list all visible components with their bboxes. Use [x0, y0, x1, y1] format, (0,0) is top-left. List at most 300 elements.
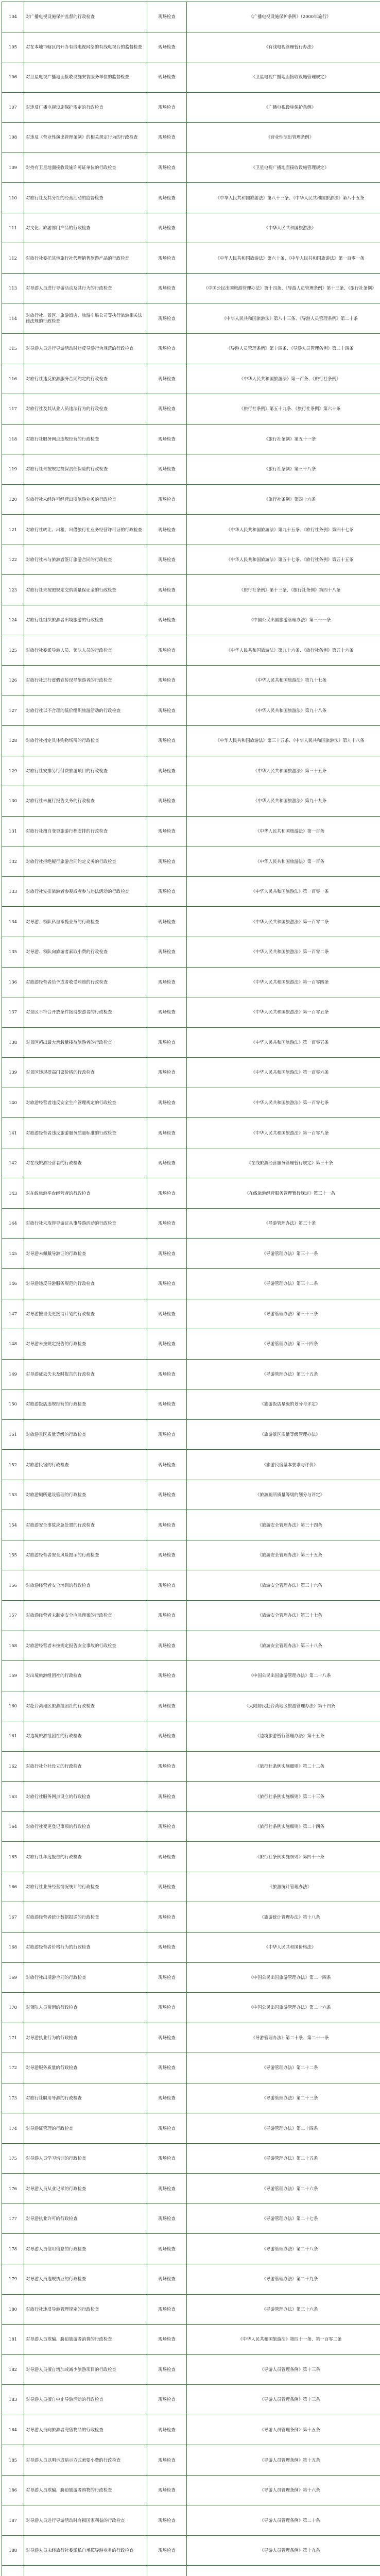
inspection-item: 对导游人员从业记录的行政检查	[24, 2174, 147, 2204]
inspection-item: 对导游人员欺骗、胁迫旅游者消费的行政检查	[24, 2325, 147, 2355]
inspection-type: 现场检查	[147, 1631, 187, 1661]
inspection-type: 现场检查	[147, 1993, 187, 2023]
inspection-type: 现场检查	[147, 1359, 187, 1389]
legal-basis: 《旅游安全管理办法》第三十五条	[187, 1540, 380, 1570]
table-row	[2, 1872, 380, 1902]
inspection-item: 对旅行社服务网点设立的行政检查	[24, 1782, 147, 1812]
row-number: 112	[2, 243, 24, 274]
table-row	[2, 605, 380, 635]
legal-basis: 《导游管理办法》第二十四条	[187, 2113, 380, 2144]
legal-basis: 《导游管理办法》第二十条、第二十一条	[187, 2023, 380, 2053]
table-row	[2, 1450, 380, 1480]
inspection-item: 对导游执业行为的行政检查	[24, 2023, 147, 2053]
table-row	[2, 183, 380, 213]
inspection-type: 现场检查	[147, 123, 187, 153]
legal-basis: 《中华人民共和国旅游法》第一百条	[187, 846, 380, 877]
inspection-item: 对导游人员向旅游者兜售物品的行政检查	[24, 2415, 147, 2445]
legal-basis: 《中华人民共和国旅游法》第九十七条	[187, 666, 380, 696]
inspection-type: 现场检查	[147, 454, 187, 485]
inspection-item: 对旅行社未按照规定交纳质量保证金的行政检查	[24, 575, 147, 605]
inspection-item: 对旅行社未经许可经营出境旅游业务的行政检查	[24, 484, 147, 515]
inspection-item: 对旅行社以不合理的低价组织旅游活动的行政检查	[24, 696, 147, 726]
table-row	[2, 696, 380, 726]
inspection-type: 现场检查	[147, 2294, 187, 2325]
inspection-item: 对旅游经营者给予或者收受贿赂的行政检查	[24, 967, 147, 997]
legal-basis: 《中华人民共和国旅游法》第九十八条	[187, 696, 380, 726]
inspection-type: 现场检查	[147, 696, 187, 726]
inspection-type: 现场检查	[147, 484, 187, 515]
row-number: 141	[2, 1118, 24, 1148]
inspection-item: 对领队人员带团的行政检查	[24, 1993, 147, 2023]
row-number: 177	[2, 2204, 24, 2234]
row-number: 171	[2, 2023, 24, 2053]
row-number	[2, 2566, 24, 2576]
row-number: 181	[2, 2325, 24, 2355]
inspection-item: 对导游违反导游服务规范的行政检查	[24, 1268, 147, 1299]
table-row	[2, 62, 380, 93]
inspection-type: 现场检查	[147, 2083, 187, 2113]
inspection-type: 现场检查	[147, 545, 187, 575]
legal-basis: 《导游管理办法》第三十五条	[187, 1359, 380, 1389]
row-number: 114	[2, 303, 24, 334]
row-number: 186	[2, 2475, 24, 2505]
legal-basis: 《在线旅游经营服务管理暂行规定》第三十条	[187, 1148, 380, 1178]
inspection-item: 对导游未按规定报告的行政检查	[24, 1329, 147, 1360]
row-number: 174	[2, 2113, 24, 2144]
inspection-item: 对景区违规提高门票价格的行政检查	[24, 1058, 147, 1088]
inspection-type: 现场检查	[147, 334, 187, 364]
inspection-item: 对导游人员违规执业的行政检查	[24, 2264, 147, 2295]
inspection-item: 对旅行社指定具体购物场所的行政检查	[24, 726, 147, 756]
legal-basis: 《广播电视设施保护条例》（2000年施行）	[187, 2, 380, 32]
inspection-item: 对旅游民宿的行政检查	[24, 1450, 147, 1480]
inspection-type: 现场检查	[147, 2143, 187, 2174]
inspection-type: 现场检查	[147, 786, 187, 817]
table-row	[2, 92, 380, 123]
row-number: 118	[2, 424, 24, 454]
table-row	[2, 876, 380, 907]
row-number: 128	[2, 726, 24, 756]
inspection-type: 现场检查	[147, 2475, 187, 2505]
inspection-type: 现场检查	[147, 2325, 187, 2355]
legal-basis: 《旅游统计管理办法》	[187, 1872, 380, 1902]
legal-basis: 《中华人民共和国旅游法》第一百零七条	[187, 1088, 380, 1118]
inspection-item: 对旅行社安排旅游者参观或者参与违法活动的行政检查	[24, 876, 147, 907]
table-row	[2, 2445, 380, 2476]
legal-basis: 《中国公民出国旅游管理办法》第十四条、《导游人员管理条例》第十三条、《旅行社条例》	[187, 273, 380, 303]
inspection-item: 对旅行社服务网点违规经营的行政检查	[24, 424, 147, 454]
legal-basis: 《导游人员管理条例》第十四条、《导游人员管理条例》第二十四条	[187, 334, 380, 364]
legal-basis: 《中华人民共和国旅游法》第八十三条、《中华人民共和国旅游法》第八十五条	[187, 183, 380, 213]
inspection-type: 现场检查	[147, 1570, 187, 1601]
row-number: 172	[2, 2053, 24, 2083]
table-row	[2, 1691, 380, 1721]
inspection-type: 现场检查	[147, 1058, 187, 1088]
inspection-type: 现场检查	[147, 666, 187, 696]
table-row	[2, 1208, 380, 1239]
row-number: 164	[2, 1811, 24, 1842]
inspection-item: 对旅行社擅自变更旅游行程安排的行政检查	[24, 816, 147, 846]
inspection-item: 对旅游厕所建设管理的行政检查	[24, 1480, 147, 1510]
inspection-item: 对导游人员信用信息的行政检查	[24, 2234, 147, 2264]
legal-basis: 《中华人民共和国旅游法》第一百零五条	[187, 997, 380, 1028]
table-row	[2, 1510, 380, 1540]
table-row	[2, 1389, 380, 1420]
table-row	[2, 1600, 380, 1631]
legal-basis: 《导游管理办法》第二十六条	[187, 2174, 380, 2204]
inspection-type: 现场检查	[147, 846, 187, 877]
row-number: 159	[2, 1661, 24, 1691]
legal-basis: 《旅游统计管理办法》第十八条	[187, 1902, 380, 1933]
legal-basis: 《旅行社条例》第三十八条	[187, 454, 380, 485]
row-number: 176	[2, 2174, 24, 2204]
row-number: 113	[2, 273, 24, 303]
inspection-item: 对旅行社委派导游人员、领队人员的行政检查	[24, 635, 147, 666]
table-row	[2, 273, 380, 303]
row-number: 161	[2, 1721, 24, 1752]
table-row	[2, 666, 380, 696]
inspection-item: 对旅行社组织旅游者出境旅游的行政检查	[24, 605, 147, 635]
table-row	[2, 1178, 380, 1209]
row-number: 104	[2, 2, 24, 32]
table-row	[2, 1268, 380, 1299]
inspection-type: 现场检查	[147, 1782, 187, 1812]
inspection-item: 对边境旅游组团社的行政检查	[24, 1721, 147, 1752]
table-row	[2, 1811, 380, 1842]
inspection-item: 对违反广播电视设施保护规定的行政检查	[24, 92, 147, 123]
row-number: 152	[2, 1450, 24, 1480]
row-number: 107	[2, 92, 24, 123]
row-number: 142	[2, 1148, 24, 1178]
inspection-type: 现场检查	[147, 424, 187, 454]
row-number: 185	[2, 2445, 24, 2476]
row-number: 169	[2, 1962, 24, 1993]
table-row	[2, 1570, 380, 1601]
inspection-type: 现场检查	[147, 726, 187, 756]
inspection-item: 对旅行社委托其他旅行社代理销售旅游产品的行政检查	[24, 243, 147, 274]
inspection-item: 对旅行社安排另行付费旅游项目的行政检查	[24, 756, 147, 786]
inspection-item: 对旅行社、景区、旅游饭店、旅游车船公司等执行旅游相关法律法规的行政检查	[24, 303, 147, 334]
table-row	[2, 1902, 380, 1933]
row-number: 115	[2, 334, 24, 364]
inspection-type: 现场检查	[147, 1933, 187, 1963]
inspection-item: 对导游人员擅自增加或减少旅游项目的行政检查	[24, 2354, 147, 2385]
table-row	[2, 786, 380, 817]
table-row	[2, 454, 380, 485]
legal-basis: 《导游人员管理条例》第二十条	[187, 2505, 380, 2536]
row-number: 175	[2, 2143, 24, 2174]
row-number: 122	[2, 545, 24, 575]
inspection-item: 对旅游经营者违反安全生产管理规定的行政检查	[24, 1088, 147, 1118]
inspection-item: 对旅行社年度报告的行政检查	[24, 1842, 147, 1872]
legal-basis: 《旅行社条例实施细则》第二十三条	[187, 1782, 380, 1812]
inspection-type: 现场检查	[147, 364, 187, 394]
table-row	[2, 2535, 380, 2566]
inspection-item: 对在本地市辖区内开办有线电视网络的有线电视台的监督检查	[24, 32, 147, 62]
inspection-type: 现场检查	[147, 1118, 187, 1148]
table-row	[2, 2566, 380, 2576]
row-number: 144	[2, 1208, 24, 1239]
inspection-type: 现场检查	[147, 1600, 187, 1631]
legal-basis: 《旅行社条例》第十三条、《旅行社条例》第四十八条	[187, 575, 380, 605]
legal-basis: 《导游管理办法》第二十二条	[187, 2053, 380, 2083]
inspection-item: 对导游证丢失未及时报告的行政检查	[24, 1359, 147, 1389]
row-number: 117	[2, 394, 24, 425]
table-row	[2, 937, 380, 967]
row-number: 155	[2, 1540, 24, 1570]
row-number: 140	[2, 1088, 24, 1118]
inspection-item: 对违反《营业性演出管理条例》的相关规定行为的行政检查	[24, 123, 147, 153]
inspection-type: 现场检查	[147, 1540, 187, 1570]
row-number: 150	[2, 1389, 24, 1420]
inspection-item: 对旅行社出境游合同的行政检查	[24, 1962, 147, 1993]
inspection-item: 对持有卫星地面接收设施许可证单位的行政检查	[24, 152, 147, 183]
inspection-type: 现场检查	[147, 1389, 187, 1420]
legal-basis: 《卫星电视广播地面接收设施管理规定》	[187, 152, 380, 183]
table-row	[2, 2264, 380, 2295]
inspection-type: 现场检查	[147, 1088, 187, 1118]
legal-basis: 《中华人民共和国旅游法》第三十五条、《中华人民共和国旅游法》第九十八条	[187, 726, 380, 756]
row-number: 131	[2, 816, 24, 846]
legal-basis: 《中华人民共和国旅游法》第三十五条	[187, 756, 380, 786]
inspection-item: 对旅游经营者未制定安全应急预案的行政检查	[24, 1600, 147, 1631]
row-number: 162	[2, 1751, 24, 1782]
inspection-item: 对旅行社及其从业人员违法行为的行政检查	[24, 394, 147, 425]
inspection-type: 现场检查	[147, 1450, 187, 1480]
table-row	[2, 2385, 380, 2415]
inspection-item: 对导游执业许可的行政检查	[24, 2204, 147, 2234]
table-row	[2, 152, 380, 183]
legal-basis: 《导游管理办法》第三十条	[187, 1208, 380, 1239]
row-number: 130	[2, 786, 24, 817]
legal-basis: 《旅行社条例》第四十六条	[187, 484, 380, 515]
legal-basis: 《中华人民共和国旅游法》第一百零二条	[187, 937, 380, 967]
row-number: 145	[2, 1239, 24, 1269]
inspection-type: 现场检查	[147, 1480, 187, 1510]
legal-basis: 《旅行社条例实施细则》第二十四条	[187, 1811, 380, 1842]
table-row	[2, 364, 380, 394]
inspection-item: 对旅游饭店违规经营的行政检查	[24, 1389, 147, 1420]
table-row	[2, 1631, 380, 1661]
inspection-type: 现场检查	[147, 1872, 187, 1902]
table-row	[2, 2354, 380, 2385]
inspection-item	[24, 2566, 147, 2576]
inspection-item: 对旅行社未取得导游证从事导游活动的行政检查	[24, 1208, 147, 1239]
inspection-item: 对景区超出最大承载量接待旅游者的行政检查	[24, 1027, 147, 1058]
legal-basis: 《旅行社条例》第五十九条、《旅行社条例》第六十条	[187, 394, 380, 425]
inspection-type: 现场检查	[147, 92, 187, 123]
row-number: 180	[2, 2294, 24, 2325]
legal-basis: 《中华人民共和国旅游法》第一百零八条	[187, 1118, 380, 1148]
row-number: 132	[2, 846, 24, 877]
row-number: 151	[2, 1419, 24, 1450]
inspection-type: 现场检查	[147, 756, 187, 786]
inspection-item: 对导游证管理的行政检查	[24, 2113, 147, 2144]
table-row	[2, 1842, 380, 1872]
table-row	[2, 756, 380, 786]
legal-basis: 《大陆居民赴台湾地区旅游管理办法》第十四条	[187, 1691, 380, 1721]
legal-basis: 《旅行社条例实施细则》第四十一条	[187, 1842, 380, 1872]
inspection-type: 现场检查	[147, 2264, 187, 2295]
inspection-type: 现场检查	[147, 303, 187, 334]
legal-basis: 《中华人民共和国旅游法》第六十条、《中华人民共和国旅游法》第一百零一条	[187, 243, 380, 274]
inspection-item: 对旅行社分社设立的行政检查	[24, 1751, 147, 1782]
legal-basis: 《在线旅游经营服务管理暂行规定》第三十一条	[187, 1178, 380, 1209]
inspection-item: 对旅行社拒绝履行旅游合同约定义务的行政检查	[24, 846, 147, 877]
table-row	[2, 1359, 380, 1389]
row-number: 170	[2, 1993, 24, 2023]
legal-basis: 《中华人民共和国旅游法》第一百零五条	[187, 1027, 380, 1058]
legal-basis: 《导游管理办法》第二十三条	[187, 2083, 380, 2113]
inspection-item: 对在线旅游平台经营者的行政检查	[24, 1178, 147, 1209]
inspection-item: 对旅游经营者统计数据报送的行政检查	[24, 1902, 147, 1933]
inspection-item: 对旅行社业务经营情况统计的行政检查	[24, 1872, 147, 1902]
inspection-type: 现场检查	[147, 2113, 187, 2144]
table-row	[2, 2294, 380, 2325]
inspection-type: 现场检查	[147, 32, 187, 62]
inspection-item: 对导游人员未经旅行社委派私自承揽导游业务的行政检查	[24, 2535, 147, 2566]
table-row	[2, 213, 380, 243]
inspection-type: 现场检查	[147, 1148, 187, 1178]
inspection-type: 现场检查	[147, 1902, 187, 1933]
legal-basis: 《导游管理办法》第二十九条	[187, 2264, 380, 2295]
inspection-type: 现场检查	[147, 62, 187, 93]
inspection-type: 现场检查	[147, 1691, 187, 1721]
row-number: 163	[2, 1782, 24, 1812]
row-number: 126	[2, 666, 24, 696]
table-row	[2, 1329, 380, 1360]
inspection-type: 现场检查	[147, 1208, 187, 1239]
row-number: 187	[2, 2505, 24, 2536]
row-number: 146	[2, 1268, 24, 1299]
inspection-type: 现场检查	[147, 2023, 187, 2053]
inspection-item: 对卫星电视广播地面接收设施安装服务单位的监督检查	[24, 62, 147, 93]
inspection-type: 现场检查	[147, 816, 187, 846]
legal-basis: 《旅游饭店星级的划分与评定》	[187, 1389, 380, 1420]
legal-basis: 《卫星电视广播地面接收设施管理规定》	[187, 62, 380, 93]
legal-basis: 《中华人民共和国旅游法》第一百条	[187, 816, 380, 846]
row-number: 129	[2, 756, 24, 786]
table-row	[2, 635, 380, 666]
table-row	[2, 1962, 380, 1993]
inspection-item: 对文化、旅游部门产品的行政检查	[24, 213, 147, 243]
row-number: 125	[2, 635, 24, 666]
legal-basis: 《旅游厕所质量等级的划分与评定》	[187, 1480, 380, 1510]
inspection-type: 现场检查	[147, 1842, 187, 1872]
table-row	[2, 1239, 380, 1269]
inspection-type: 现场检查	[147, 605, 187, 635]
inspection-item: 对旅游经营者安全风险提示的行政检查	[24, 1540, 147, 1570]
inspection-item: 对旅行社违反导游管理规定的行政检查	[24, 2294, 147, 2325]
legal-basis: 《中国公民出国旅游管理办法》第三十一条	[187, 605, 380, 635]
inspection-type: 现场检查	[147, 1811, 187, 1842]
inspection-item: 对旅游经营者价格行为的行政检查	[24, 1933, 147, 1963]
table-row	[2, 2234, 380, 2264]
inspection-item: 对旅行社未与旅游者签订旅游合同的行政检查	[24, 545, 147, 575]
row-number: 173	[2, 2083, 24, 2113]
row-number: 143	[2, 1178, 24, 1209]
inspection-type: 现场检查	[147, 937, 187, 967]
legal-basis: 《导游管理办法》第二十七条	[187, 2204, 380, 2234]
inspection-item: 对旅游安全事故应急处置的行政检查	[24, 1510, 147, 1540]
row-number: 153	[2, 1480, 24, 1510]
legal-basis: 《中华人民共和国旅游法》	[187, 213, 380, 243]
row-number: 165	[2, 1842, 24, 1872]
table-row	[2, 2083, 380, 2113]
legal-basis: 《中华人民共和国旅游法》第九十五条、《旅行社条例》第四十七条	[187, 515, 380, 545]
table-row	[2, 1148, 380, 1178]
legal-basis: 《中华人民共和国旅游法》第九十六条、《旅行社条例》第五十六条	[187, 635, 380, 666]
inspection-type: 现场检查	[147, 2505, 187, 2536]
row-number: 182	[2, 2354, 24, 2385]
row-number: 136	[2, 967, 24, 997]
row-number: 108	[2, 123, 24, 153]
table-row	[2, 997, 380, 1028]
row-number: 148	[2, 1329, 24, 1360]
table-row	[2, 2475, 380, 2505]
table-row	[2, 424, 380, 454]
table-row	[2, 907, 380, 937]
inspection-type: 现场检查	[147, 2174, 187, 2204]
row-number: 183	[2, 2385, 24, 2415]
table-row	[2, 2053, 380, 2083]
inspection-type: 现场检查	[147, 1419, 187, 1450]
table-row	[2, 726, 380, 756]
row-number: 120	[2, 484, 24, 515]
inspection-item: 对出境旅游组团社的行政检查	[24, 1661, 147, 1691]
legal-basis: 《中国公民出国旅游管理办法》第二十六条	[187, 1993, 380, 2023]
inspection-item: 对旅行社及其分社的经营活动的监督检查	[24, 183, 147, 213]
table-row	[2, 1751, 380, 1782]
inspection-item: 对旅行社聘用导游的行政检查	[24, 2083, 147, 2113]
legal-basis: 《中华人民共和国旅游法》第四十一条、第一百零二条	[187, 2325, 380, 2355]
row-number: 167	[2, 1902, 24, 1933]
inspection-type: 现场检查	[147, 575, 187, 605]
table-row	[2, 2143, 380, 2174]
inspection-item: 对导游人员擅自中止导游活动的行政检查	[24, 2385, 147, 2415]
legal-basis: 《中华人民共和国旅游法》第一百条、《旅行社条例》	[187, 364, 380, 394]
legal-basis: 《广播电视设施保护条例》	[187, 92, 380, 123]
legal-basis: 《中华人民共和国旅游法》第五十七条、《旅行社条例》第五十五条	[187, 545, 380, 575]
row-number: 138	[2, 1027, 24, 1058]
inspection-item: 对赴台湾地区旅游组团社的行政检查	[24, 1691, 147, 1721]
legal-basis: 《导游人员管理条例》第十六条	[187, 2475, 380, 2505]
inspection-item: 对旅游经营者违反旅游服务质量标准的行政检查	[24, 1118, 147, 1148]
table-row	[2, 1540, 380, 1570]
inspection-type	[147, 2566, 187, 2576]
legal-basis: 《旅行社条例实施细则》第二十二条	[187, 1751, 380, 1782]
legal-basis: 《中华人民共和国旅游法》第一百零一条	[187, 876, 380, 907]
inspection-type: 现场检查	[147, 967, 187, 997]
row-number: 119	[2, 454, 24, 485]
table-row	[2, 334, 380, 364]
row-number: 135	[2, 937, 24, 967]
legal-basis: 《边境旅游暂行管理办法》第十五条	[187, 1721, 380, 1752]
row-number: 168	[2, 1933, 24, 1963]
legal-basis: 《旅游安全管理办法》第三十七条	[187, 1600, 380, 1631]
legal-basis: 《旅游民宿基本要求与评价》	[187, 1450, 380, 1480]
inspection-item: 对旅行社进行虚假宣传误导旅游者的行政检查	[24, 666, 147, 696]
inspection-type: 现场检查	[147, 1721, 187, 1752]
inspection-type: 现场检查	[147, 152, 187, 183]
row-number: 149	[2, 1359, 24, 1389]
row-number: 106	[2, 62, 24, 93]
row-number: 133	[2, 876, 24, 907]
inspection-items-table	[2, 2, 380, 2576]
legal-basis: 《中国公民出国旅游管理办法》第二十八条	[187, 1661, 380, 1691]
row-number: 111	[2, 213, 24, 243]
row-number: 127	[2, 696, 24, 726]
